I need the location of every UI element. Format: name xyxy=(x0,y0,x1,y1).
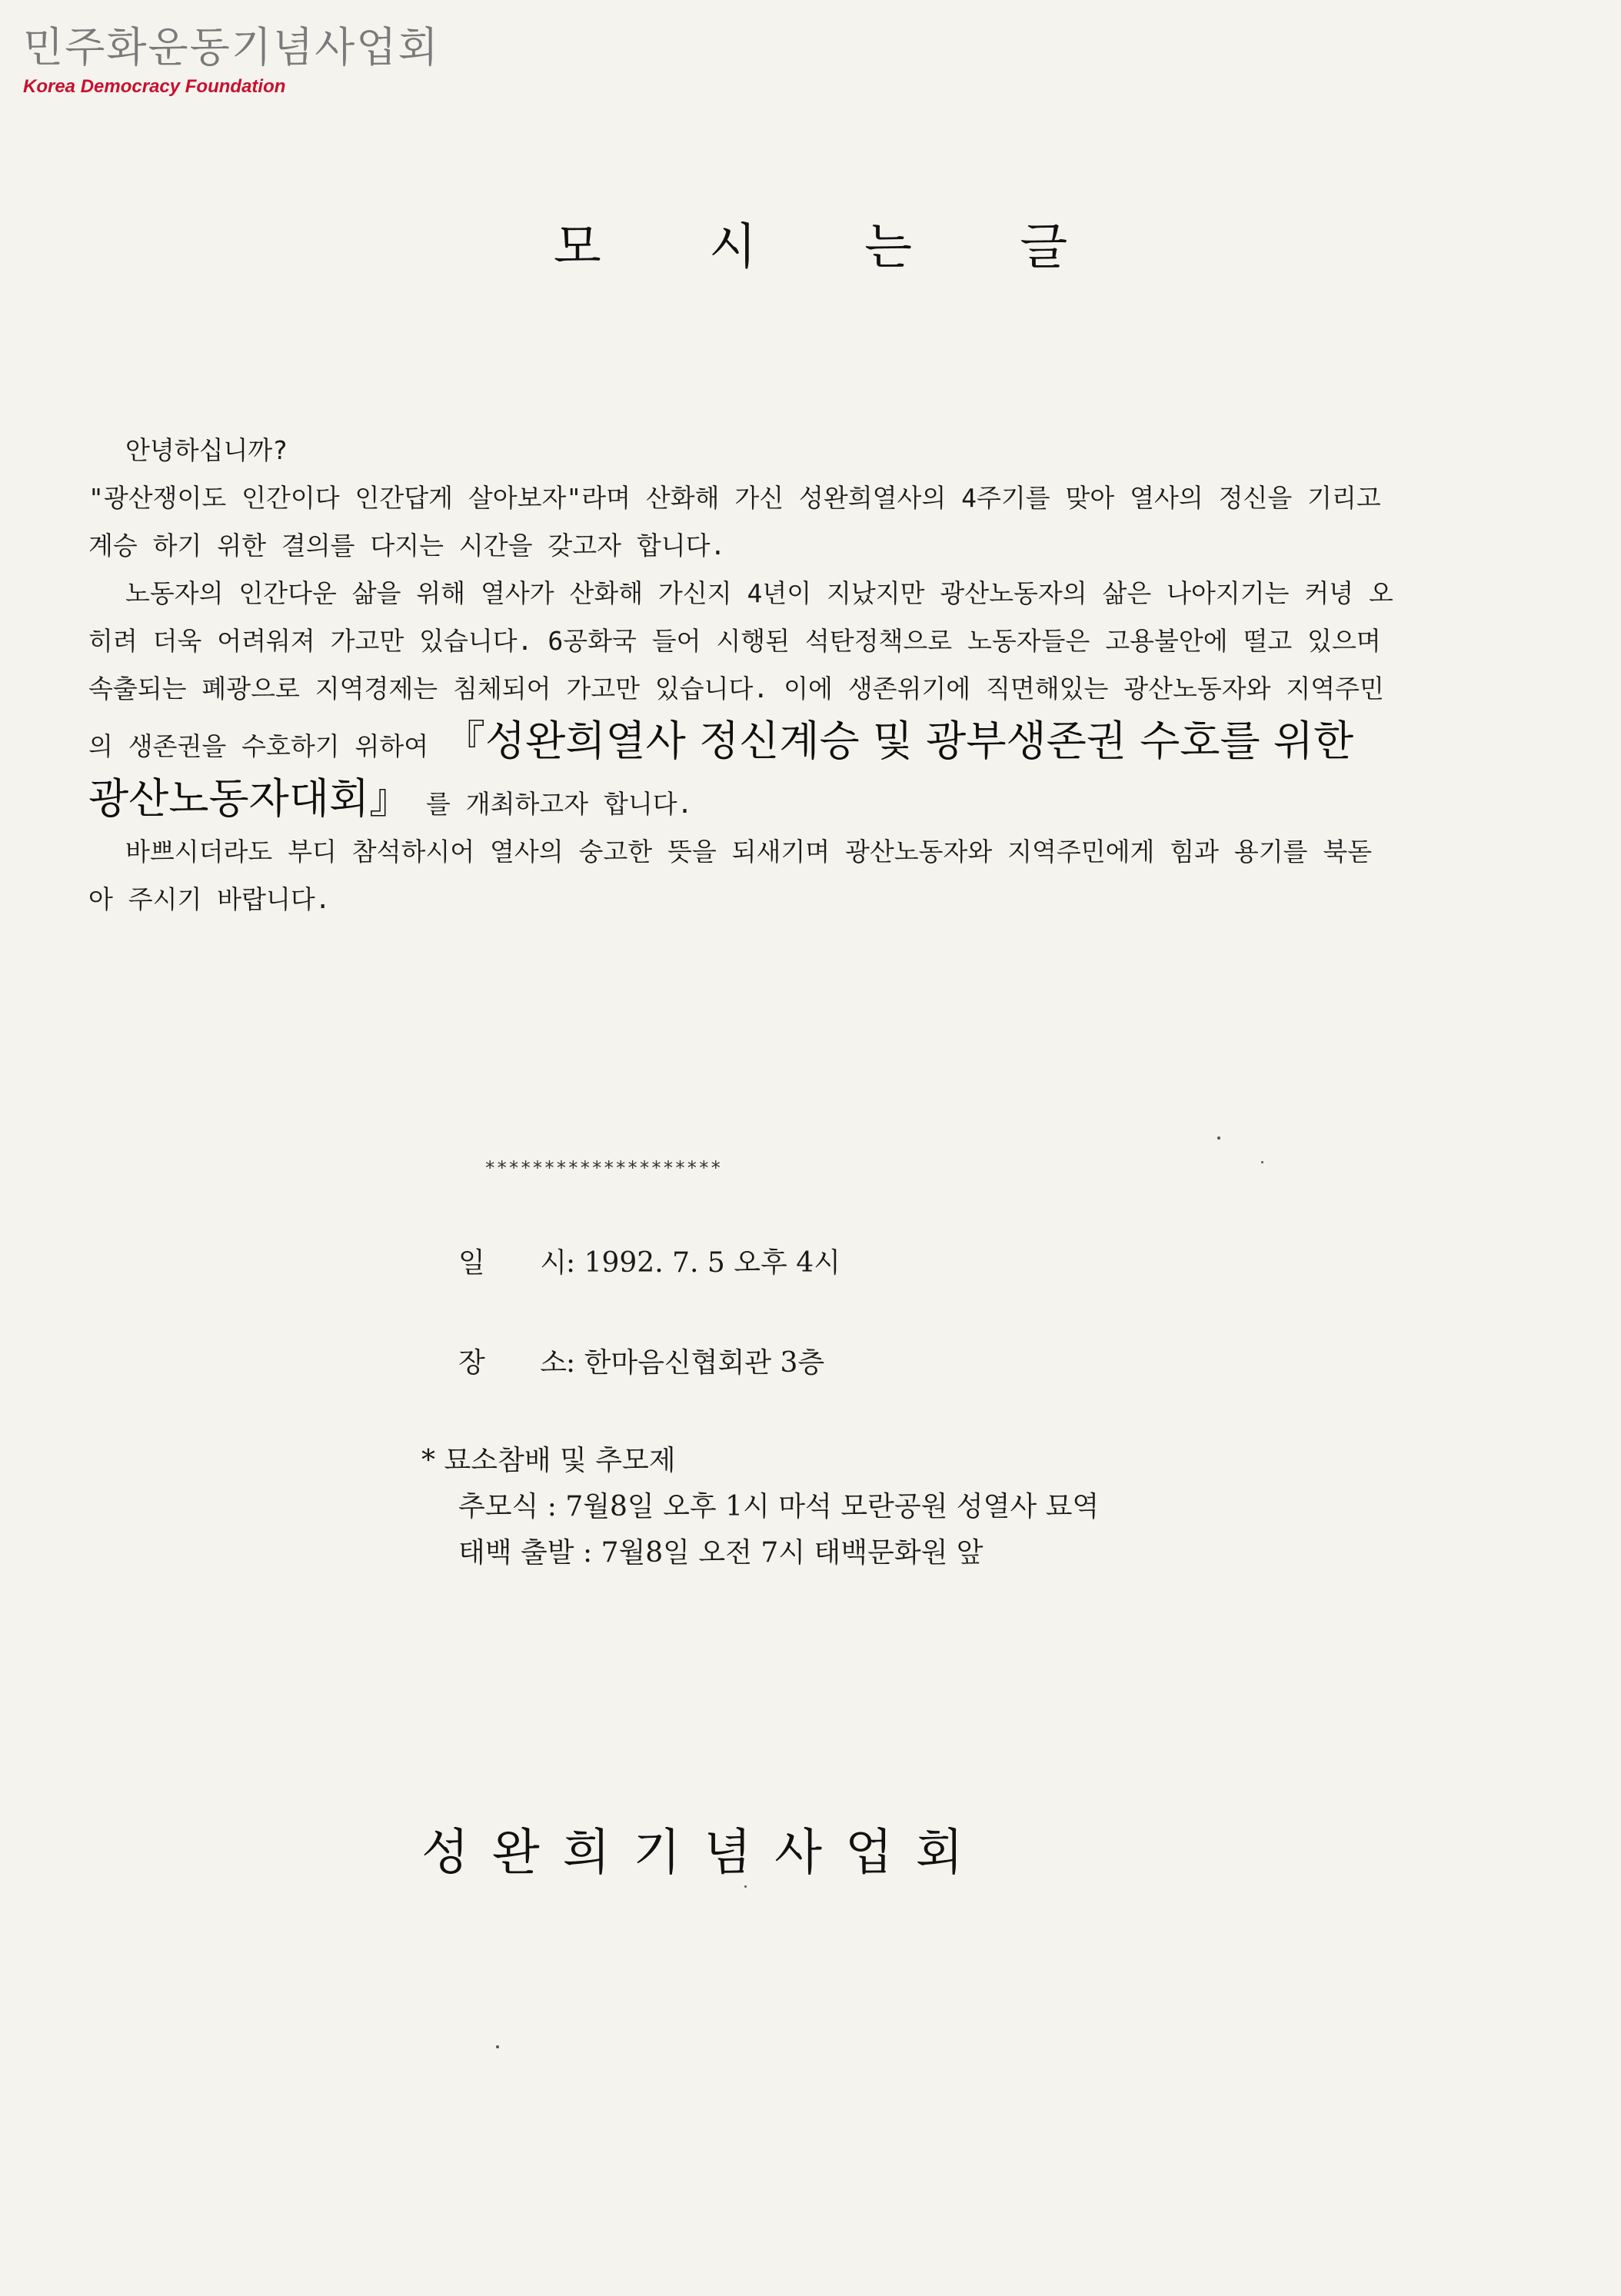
letter-body xyxy=(88,427,1396,923)
departure-info: 태백 출발 : 7월8일 오전 7시 태백문화원 앞 xyxy=(458,1537,984,1569)
document-title: 모 시 는 글 xyxy=(553,219,1114,276)
paper-speck xyxy=(496,2045,499,2048)
paper-speck xyxy=(1217,1136,1220,1140)
paragraph-2-text: 노동자의 인간다운 삶을 위해 열사가 산화해 가신지 4년이 지났지만 광산노동자의 삶은 나아지기는 커녕 오히려 더욱 어려워져 가고만 있습니다. 6공화국 들어 시행된 석탄정책으로 노동자들은 고용불안에 떨고 있으며 속출되는 폐광으로 지역경제는 침체되어 가고만 있습니다. 이에 생존위기에 직면해있는 광산노동자와 지역주민의 생존권을 수호하기 위하여 xyxy=(88,578,1393,761)
greeting: 안녕하십니까? xyxy=(125,435,288,465)
date-label: 일 시 xyxy=(458,1247,590,1279)
place-value: : 한마음신협회관 3층 xyxy=(566,1347,825,1379)
paragraph-2-tail: 를 개최하고자 합니다. xyxy=(426,789,693,819)
place-row xyxy=(458,1346,824,1381)
memorial-note xyxy=(421,1438,1099,1576)
place-label: 장 소 xyxy=(458,1347,590,1379)
date-row xyxy=(458,1246,840,1281)
logo-english-name: Korea Democracy Foundation xyxy=(23,76,286,97)
paragraph-2 xyxy=(88,570,1396,828)
divider-stars: ******************** xyxy=(484,1157,722,1179)
paragraph-1: "광산쟁이도 인간이다 인간답게 살아보자"라며 산화해 가신 성완희열사의 4주기를 맞아 열사의 정신을 기리고 계승 하기 위한 결의를 다지는 시간을 갖고자 합니다. xyxy=(88,483,1381,561)
signature-organization: 성완희기념사업회 xyxy=(421,1825,987,1882)
paper-speck xyxy=(744,1885,747,1888)
note-heading: * 묘소참배 및 추모제 xyxy=(421,1445,676,1476)
memorial-service: 추모식 : 7월8일 오후 1시 마석 모란공원 성열사 묘역 xyxy=(458,1491,1100,1522)
paper-speck xyxy=(1261,1161,1263,1163)
event-name: 『성완희열사 정신계승 및 광부생존권 수호를 위한 광산노동자대회』 xyxy=(88,717,1354,823)
foundation-logo xyxy=(23,23,440,98)
date-value: : 1992. 7. 5 오후 4시 xyxy=(566,1247,840,1279)
paragraph-3: 바쁘시더라도 부디 참석하시어 열사의 숭고한 뜻을 되새기며 광산노동자와 지역주민에게 힘과 용기를 북돋아 주시기 바랍니다. xyxy=(88,837,1373,914)
logo-korean-name: 민주화운동기념사업회 xyxy=(23,23,440,72)
